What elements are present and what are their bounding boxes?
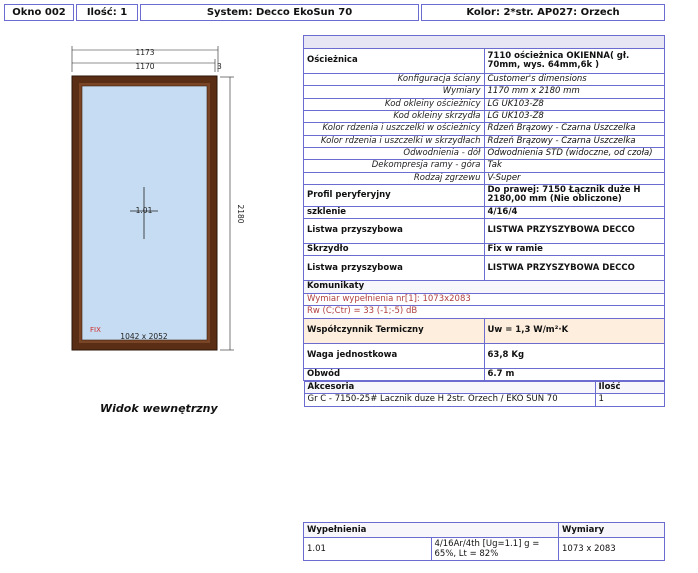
- dim-right: 2180: [236, 204, 245, 224]
- table-row: Odwodnienia - dół Odwodnienia STD (widoczne, od czoła): [304, 148, 665, 160]
- fill-desc: 4/16Ar/4th [Ug=1.1] g = 65%, Lt = 82%: [431, 538, 559, 561]
- table-row: Profil peryferyjny Do prawej: 7150 Łącznik duże H 2180,00 mm (Nie obliczone): [304, 185, 665, 207]
- table-row: [304, 538, 665, 561]
- table-row: Wymiary 1170 mm x 2180 mm: [304, 86, 665, 98]
- fill-table: [303, 522, 665, 561]
- table-row: Skrzydło Fix w ramie: [304, 244, 665, 256]
- quantity: Ilość: 1: [76, 4, 138, 21]
- table-row: Współczynnik Termiczny Uw = 1,3 W/m²·K: [304, 318, 665, 343]
- table-row: Rw (C;Ctr) = 33 (-1;-5) dB: [304, 306, 665, 318]
- accessory-qty: 1: [595, 394, 664, 406]
- table-row: [304, 523, 665, 538]
- table-row: Wymiar wypełnienia nr[1]: 1073x2083: [304, 293, 665, 305]
- color-name: Kolor: 2*str. AP027: Orzech: [421, 4, 665, 21]
- table-row: Listwa przyszybowa LISTWA PRZYSZYBOWA DECCO: [304, 256, 665, 281]
- accessory-item: Gr C - 7150-25# Lacznik duze H 2str. Orzech / EKO SUN 70: [304, 394, 595, 406]
- table-row: Ościeżnica 7110 ościeżnica OKIENNA( gł. 70mm, wys. 64mm,6k ): [304, 49, 665, 74]
- table-row: Komunikaty: [304, 281, 665, 293]
- dim-top-right: 3: [217, 62, 222, 71]
- fill-id: 1.01: [304, 538, 432, 561]
- table-row: Listwa przyszybowa LISTWA PRZYSZYBOWA DECCO: [304, 219, 665, 244]
- table-row: Kod okleiny ościeżnicy LG UK103-Z8: [304, 98, 665, 110]
- fill-header: Wypełnienia: [304, 523, 559, 538]
- accessories-header: Akcesoria: [304, 381, 595, 393]
- table-row: szklenie 4/16/4: [304, 206, 665, 218]
- table-row: Kolor rdzenia i uszczelki w ościeżnicy Rdzeń Brązowy - Czarna Uszczelka: [304, 123, 665, 135]
- table-row: Kolor rdzenia i uszczelki w skrzydłach Rdzeń Brązowy - Czarna Uszczelka: [304, 135, 665, 147]
- table-row: Dekompresja ramy - góra Tak: [304, 160, 665, 172]
- view-caption: Widok wewnętrzny: [100, 402, 218, 415]
- table-row: Kod okleiny skrzydła LG UK103-Z8: [304, 111, 665, 123]
- quantity-header: Ilość: [595, 381, 664, 393]
- table-band: [304, 36, 665, 49]
- table-row: Waga jednostkowa 63,8 Kg: [304, 343, 665, 368]
- window-drawing: [60, 44, 250, 364]
- system-name: System: Decco EkoSun 70: [140, 4, 419, 21]
- fill-dims: 1073 x 2083: [559, 538, 665, 561]
- header-bar: [4, 4, 665, 21]
- table-row: Obwód 6.7 m: [304, 368, 665, 380]
- pane-id: 1.01: [135, 206, 153, 215]
- pane-size: 1042 x 2052: [120, 332, 168, 341]
- dim-top-inner: 1170: [135, 62, 155, 71]
- fill-dims-header: Wymiary: [559, 523, 665, 538]
- table-row: Konfiguracja ściany Customer's dimensions: [304, 74, 665, 86]
- spec-table: [303, 35, 665, 407]
- dim-top-outer: 1173: [135, 48, 155, 57]
- table-row: [304, 380, 665, 406]
- fix-label: FIX: [90, 326, 101, 334]
- window-name: Okno 002: [4, 4, 74, 21]
- table-row: Rodzaj zgrzewu V-Super: [304, 172, 665, 184]
